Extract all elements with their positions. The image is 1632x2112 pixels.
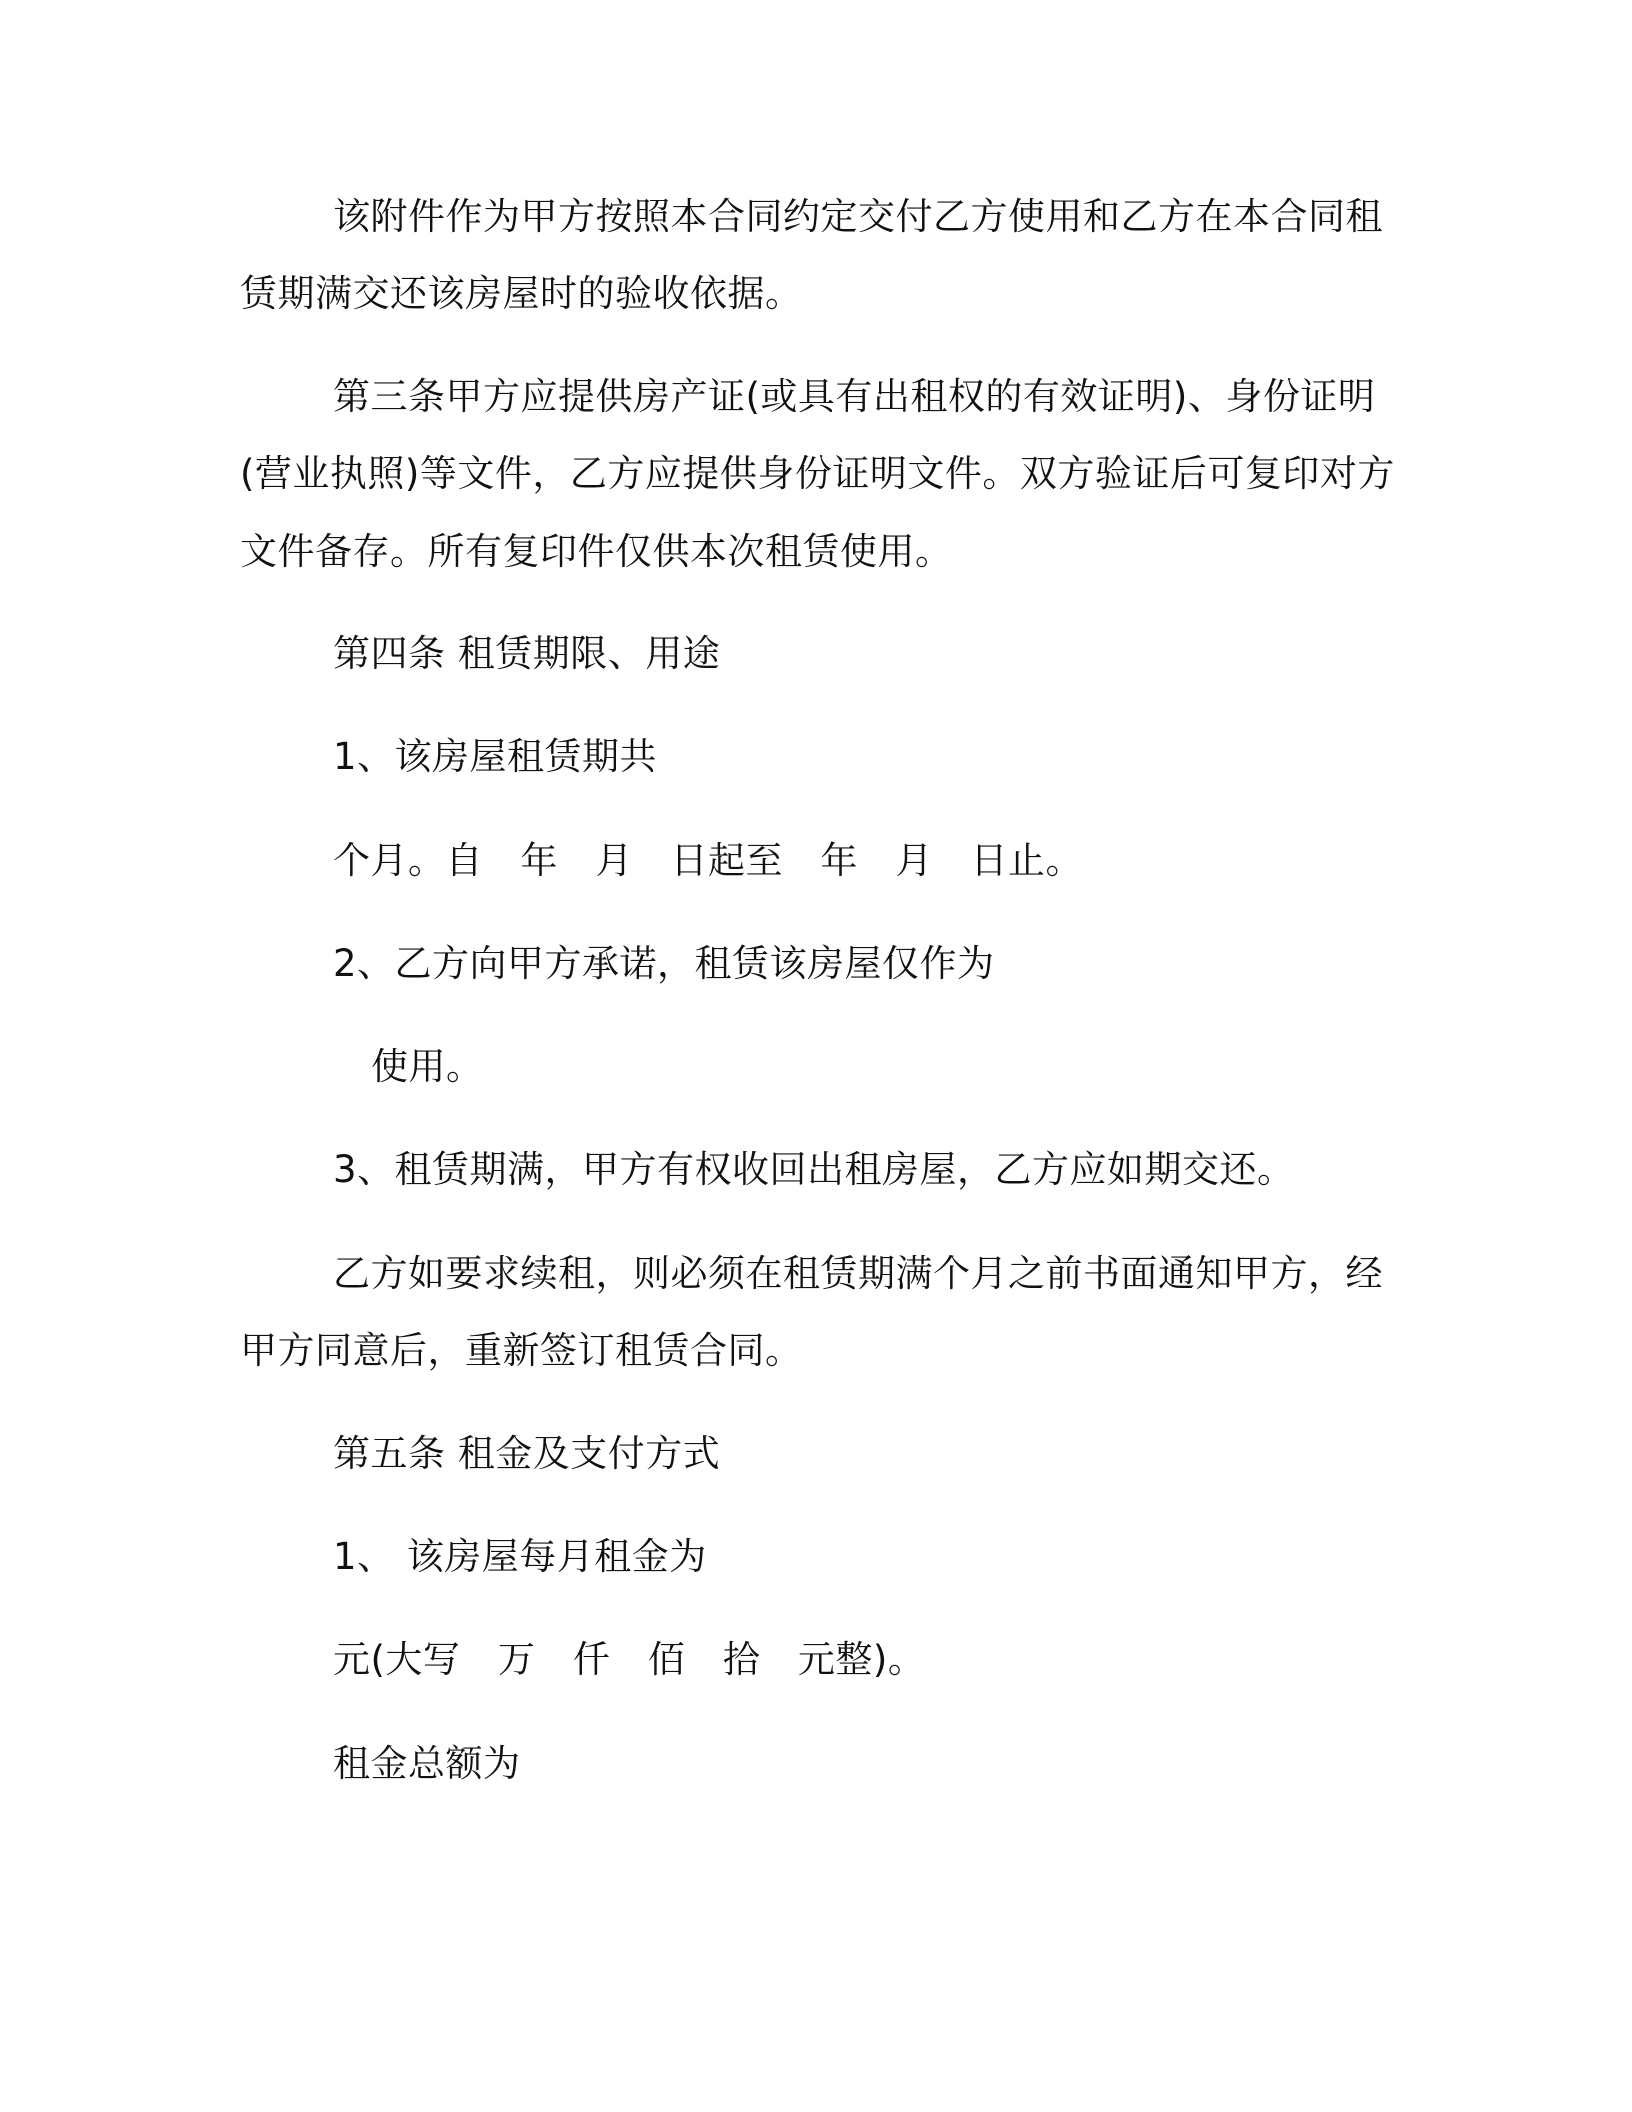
paragraph-line: 乙方如要求续租，则必须在租赁期满个月之前书面通知甲方，经 (333, 1252, 1383, 1295)
paragraph-line: 使用。 (371, 1045, 484, 1088)
paragraph-line: 文件备存。所有复印件仅供本次租赁使用。 (240, 530, 953, 573)
paragraph-line: 2、乙方向甲方承诺，租赁该房屋仅作为 (333, 942, 995, 985)
paragraph-line: (营业执照)等文件，乙方应提供身份证明文件。双方验证后可复印对方 (240, 452, 1395, 495)
paragraph-line: 第三条甲方应提供房产证(或具有出租权的有效证明)、身份证明 (333, 375, 1376, 418)
paragraph-line: 甲方同意后，重新签订租赁合同。 (240, 1329, 803, 1372)
paragraph-line: 租金总额为 (333, 1742, 521, 1785)
paragraph-line: 个月。自 年 月 日起至 年 月 日止。 (333, 839, 1083, 882)
paragraph-line: 该附件作为甲方按照本合同约定交付乙方使用和乙方在本合同租 (333, 195, 1383, 238)
article-heading: 第五条 租金及支付方式 (333, 1432, 721, 1475)
paragraph-line: 元(大写 万 仟 佰 拾 元整)。 (333, 1638, 926, 1681)
paragraph-line: 赁期满交还该房屋时的验收依据。 (240, 272, 803, 315)
article-heading: 第四条 租赁期限、用途 (333, 632, 721, 675)
paragraph-line: 1、该房屋租赁期共 (333, 735, 658, 778)
paragraph-line: 1、 该房屋每月租金为 (333, 1535, 707, 1578)
paragraph-line: 3、租赁期满，甲方有权收回出租房屋，乙方应如期交还。 (333, 1148, 1295, 1191)
